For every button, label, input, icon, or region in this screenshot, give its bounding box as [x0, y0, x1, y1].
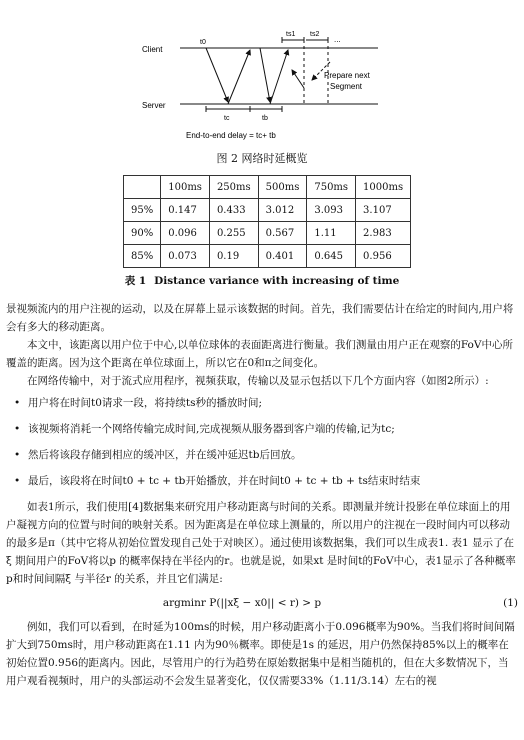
list-item: • 该视频将消耗一个网络传输完成时间,完成视频从服务器到客户端的传输,记为tc; [20, 420, 518, 438]
tb-label: tb [262, 115, 268, 122]
equation-formula: argminr P(||xξ − x0|| < r) > p [162, 597, 322, 609]
table-cell: 0.645 [307, 245, 356, 268]
table-header-cell: 750ms [307, 176, 356, 199]
table-cell: 90% [124, 222, 161, 245]
delay-label: End-to-end delay = tc+ tb [186, 131, 276, 140]
list-item: • 然后将该段存储到相应的缓冲区，并在缓冲延迟tb后回放。 [20, 446, 518, 464]
ts2-label: ts2 [310, 31, 320, 38]
paragraph: 本文中，该距离以用户位于中心,以单位球体的表面距离进行衡量。我们测量由用户正在观察的FoV中心所覆盖的距离。因为这个距离在单位球面上，所以它在0和π之间变化。 [6, 339, 513, 369]
table-caption-text: Distance variance with increasing of time [154, 275, 400, 287]
ts1-label: ts1 [286, 31, 296, 38]
prepare-label: Prepare next [324, 71, 370, 80]
table-caption-number: 表 1 [124, 275, 147, 287]
table-cell: 0.147 [161, 199, 210, 222]
next-response-arrow [270, 50, 288, 104]
body-text [6, 300, 518, 690]
table-cell: 3.107 [356, 199, 411, 222]
table-cell: 3.093 [307, 199, 356, 222]
table-cell: 0.567 [258, 222, 307, 245]
distance-variance-table [123, 175, 411, 268]
ellipsis-label: ... [334, 35, 341, 44]
list-item: • 用户将在时间t0请求一段，将持续ts秒的播放时间; [20, 394, 518, 412]
paragraph: 例如，我们可以看到，在时延为100ms的时候，用户移动距离小于0.096概率为90%。当我们将时间间隔扩大到750ms时，用户移动距离在1.11 内为90％概率。即使是1s 的延迟，用户仍然保持85%以上的概率在初始位置0.956的距离内。因此，尽管用户的行为趋势在原始数据集中是相当随机的，但在大多数情况下，当用户观看视频时，用户的头部运动不会发生显著变化，仅仅需要33%（1.11/3.14）左右的视 [6, 621, 515, 687]
t0-label: t0 [200, 39, 206, 46]
segment-label: Segment [330, 82, 363, 91]
table-cell: 95% [124, 199, 161, 222]
paragraph: 如表1所示，我们使用[4]数据集来研究用户移动距离与时间的关系。即测量并统计投影在单位球面上的用户凝视方向的位置与时间的映射关系。因为距离是在单位球上测量的，所以用户的注视在一段时间内可以移动的最多是π（其中它将从初始位置发现自己处于对映区）。通过使用该数据集，我们可以生成表1. 表1 显示了在ξ 期间用户的FoV将以p 的概率保持在半径内的r。也就是说，如果xt 是时间t的FoV中心，表1显示了各种概率p和时间间隔ξ 与半径r 的关系，并且它们满足: [6, 501, 516, 585]
paragraph: 景视频流内的用户注视的运动，以及在屏幕上显示该数据的时间。首先，我们需要估计在给定的时间内,用户将会有多大的移动距离。 [6, 303, 514, 333]
equation [6, 594, 518, 612]
equation-number: (1) [503, 597, 518, 609]
table-cell: 85% [124, 245, 161, 268]
server-label: Server [142, 101, 166, 110]
table-cell: 0.19 [209, 245, 258, 268]
client-label: Client [142, 45, 163, 54]
network-delay-diagram [120, 0, 420, 150]
table-header-cell: 250ms [209, 176, 258, 199]
table-cell: 0.255 [209, 222, 258, 245]
table-cell: 0.433 [209, 199, 258, 222]
table-header-row [124, 176, 411, 199]
list-item: • 最后，该段将在时间t0 + tc + tb开始播放，并在时间t0 + tc + tb + ts结束时结束 [20, 472, 518, 490]
table-row [124, 245, 411, 268]
table-header-cell [124, 176, 161, 199]
table-cell: 0.401 [258, 245, 307, 268]
request-arrow [206, 48, 228, 102]
table-header-cell: 100ms [161, 176, 210, 199]
table-row [124, 199, 411, 222]
response-arrow [228, 50, 250, 104]
tc-label: tc [224, 115, 230, 122]
table-cell: 2.983 [356, 222, 411, 245]
paragraph: 在网络传输中，对于流式应用程序，视频获取，传输以及显示包括以下几个方面内容（如图2所示）: [27, 375, 489, 387]
next-request-arrow [260, 48, 270, 102]
table-header-cell: 500ms [258, 176, 307, 199]
table-cell: 1.11 [307, 222, 356, 245]
table-cell: 3.012 [258, 199, 307, 222]
table-caption [0, 273, 524, 288]
table-cell: 0.956 [356, 245, 411, 268]
table-row [124, 222, 411, 245]
prepare-arrow-1 [292, 70, 304, 88]
table-cell: 0.073 [161, 245, 210, 268]
figure-caption: 图 2 网络时延概览 [216, 152, 308, 165]
table-header-cell: 1000ms [356, 176, 411, 199]
table-cell: 0.096 [161, 222, 210, 245]
bullet-list [6, 394, 518, 490]
